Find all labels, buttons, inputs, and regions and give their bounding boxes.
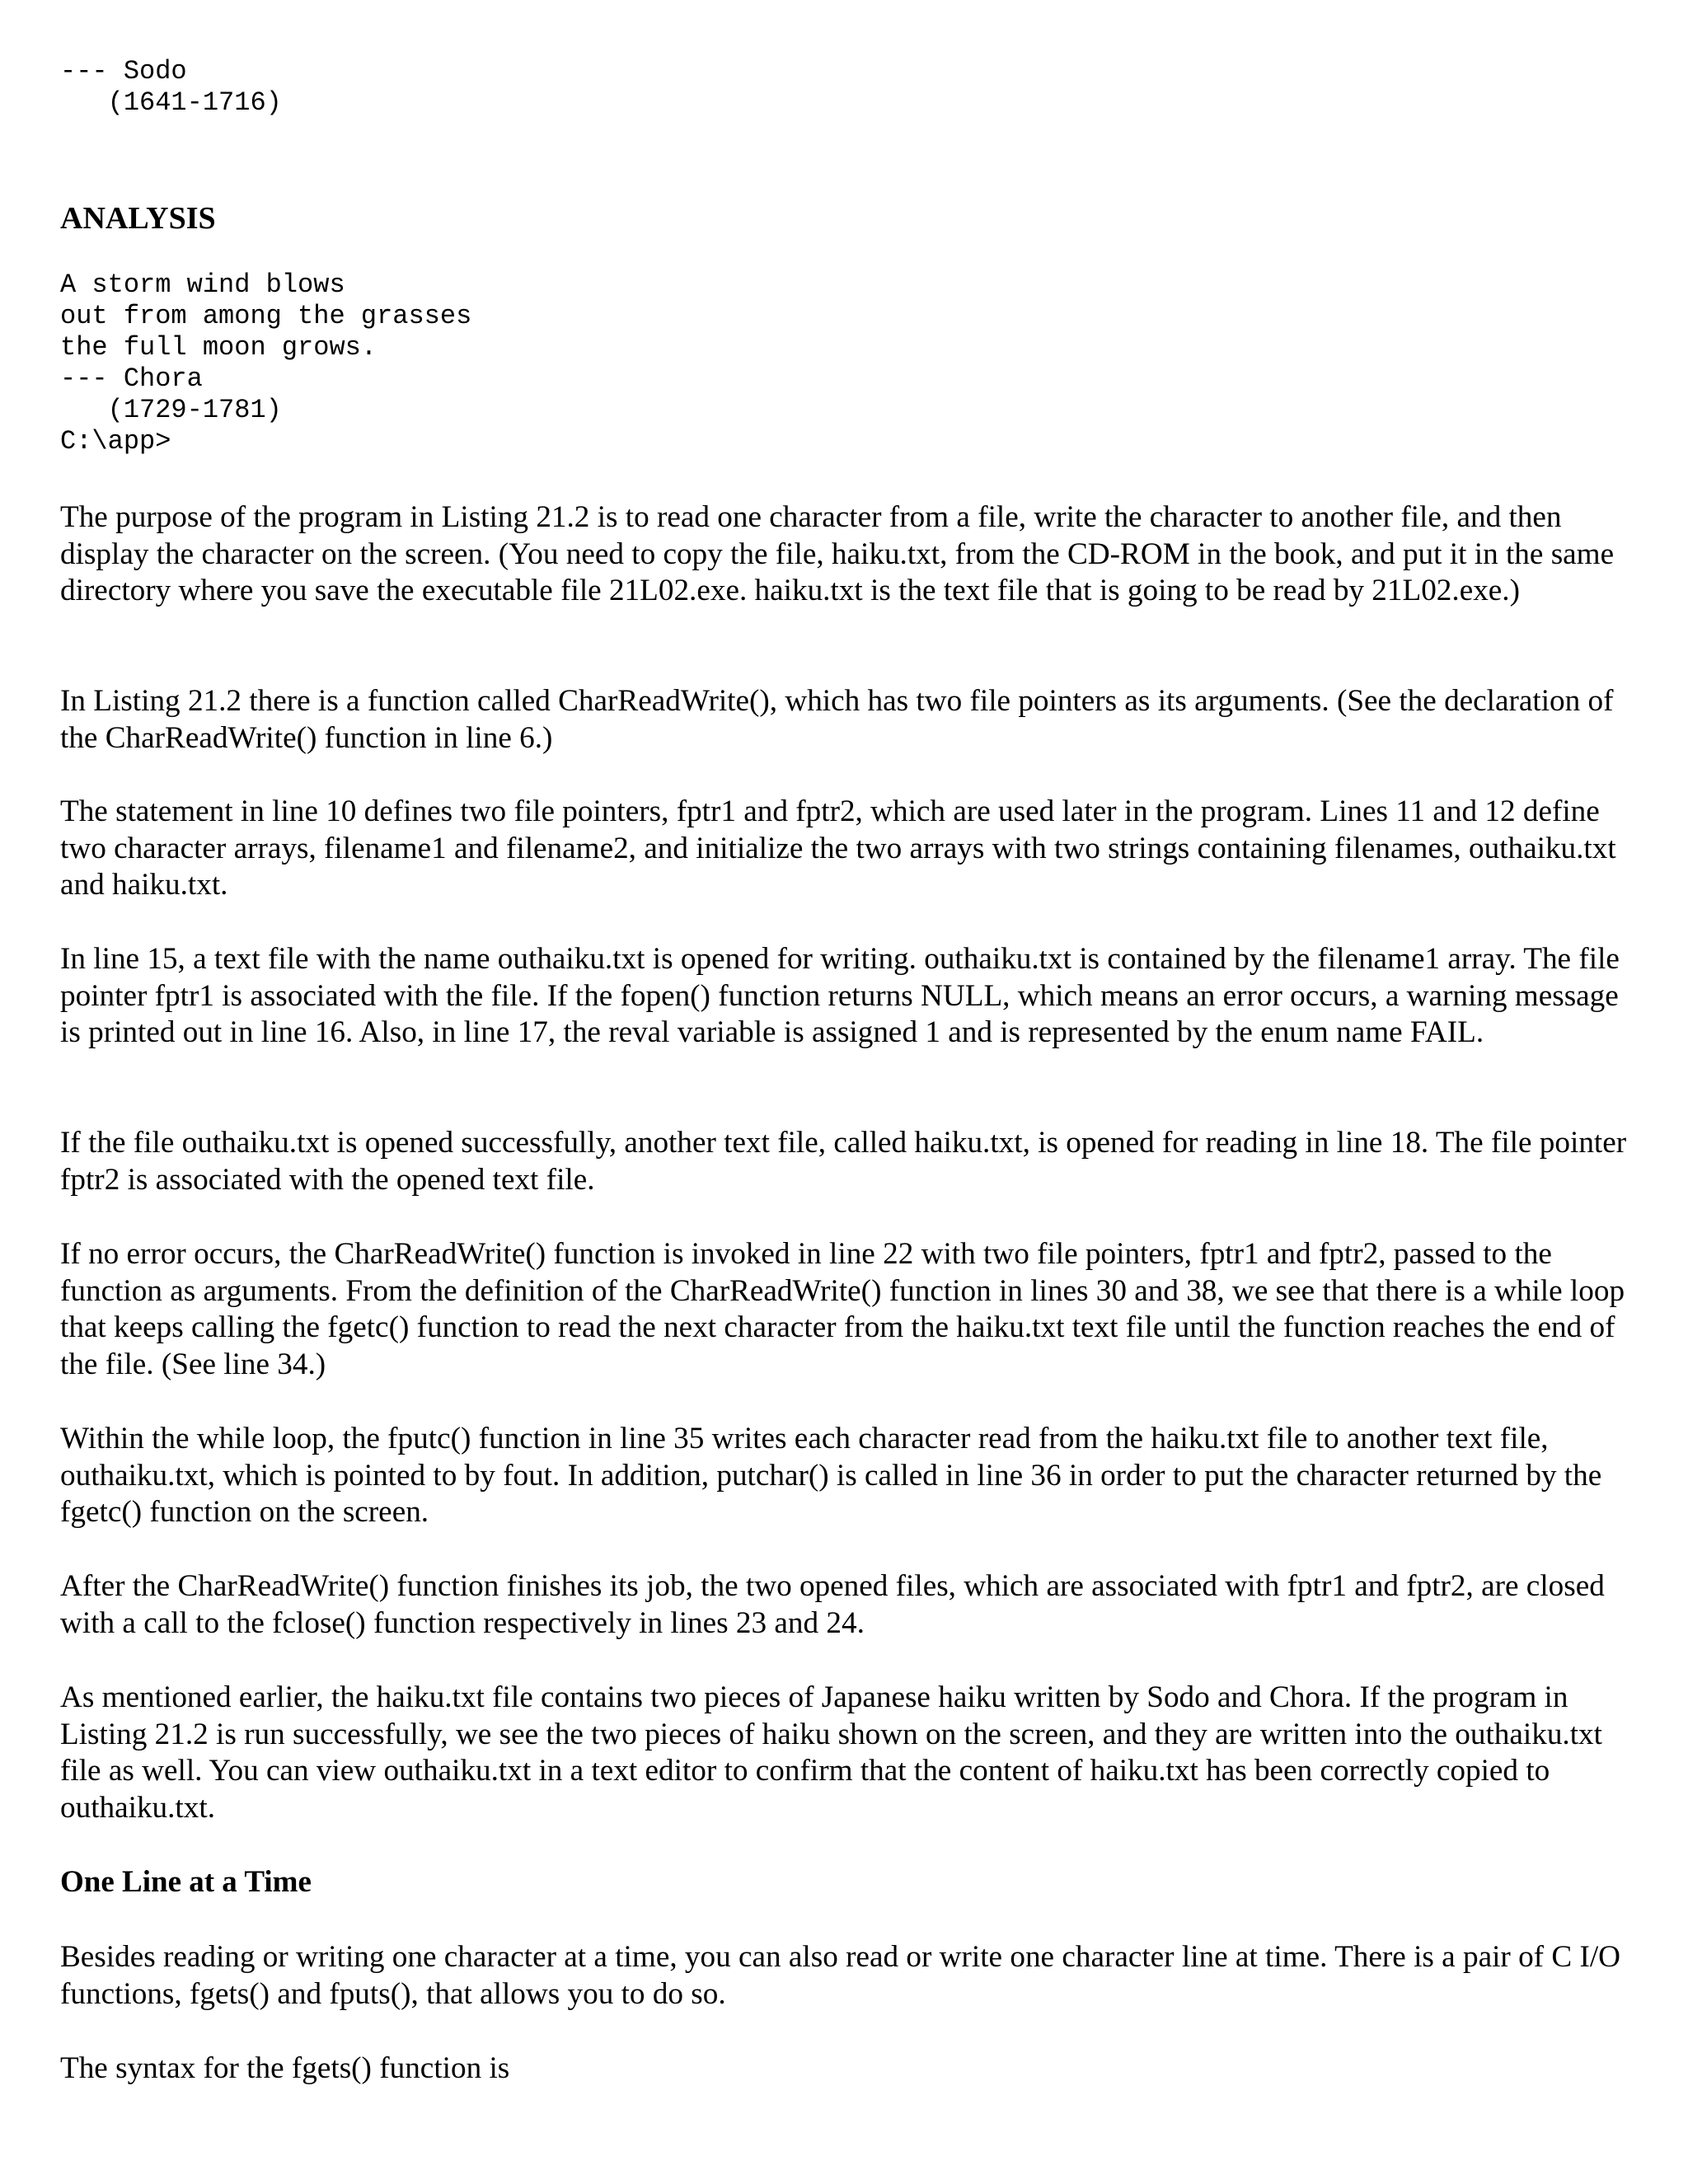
code-line: A storm wind blows (60, 269, 345, 300)
paragraph-purpose: The purpose of the program in Listing 21.2 is to read one character from a file, write the character to another file, and then display the character on the screen. (You need to copy the file, haiku.txt, from the CD-ROM in the book, and put it in the same directory where you save the executable file 21L02.exe. haiku.txt is the text file that is going to be read by 21L02.exe.) (60, 500, 1615, 607)
code-line: (1729-1781) (60, 395, 282, 425)
paragraph-charreadwrite-invoked: If no error occurs, the CharReadWrite() function is invoked in line 22 with two file pointers, fptr1 and fptr2, passed to the function as arguments. From the definition of the CharReadWrite() function in lines 30 and 38, we see that there is a while loop that keeps calling the fgetc() function to read the next character from the haiku.txt text file until the function reaches the end of the file. (See line 34.) (60, 1237, 1625, 1381)
paragraph-fgets-syntax: The syntax for the fgets() function is (60, 2051, 510, 2085)
paragraph-fclose: After the CharReadWrite() function finishes its job, the two opened files, which are associated with fptr1 and fptr2, are closed with a call to the fclose() function respectively in lines 23 and 24. (60, 1569, 1605, 1640)
code-line: out from among the grasses (60, 301, 472, 331)
program-output-block (60, 269, 1634, 457)
code-line: the full moon grows. (60, 332, 377, 363)
code-line: --- Chora (60, 363, 203, 394)
code-line: --- Sodo (60, 56, 187, 87)
paragraph-file-pointers: The statement in line 10 defines two file pointers, fptr1 and fptr2, which are used later in the program. Lines 11 and 12 define two character arrays, filename1 and filename2, and initialize the two arrays with two strings containing filenames, outhaiku.txt and haiku.txt. (60, 794, 1616, 902)
paragraph-open-for-writing: In line 15, a text file with the name outhaiku.txt is opened for writing. outhaiku.txt is contained by the filename1 array. The file pointer fptr1 is associated with the file. If the fopen() function returns NULL, which means an error occurs, a warning message is printed out in line 16. Also, in line 17, the reval variable is assigned 1 and is represented by the enum name FAIL. (60, 942, 1620, 1049)
analysis-heading: ANALYSIS (60, 201, 216, 236)
code-line: (1641-1716) (60, 87, 282, 118)
section-heading: One Line at a Time (60, 1865, 312, 1899)
paragraph-while-loop: Within the while loop, the fputc() function in line 35 writes each character read from the haiku.txt file to another text file, outhaiku.txt, which is pointed to by fout. In addition, putchar() is called in line 36 in order to put the character returned by the fgetc() function on the screen. (60, 1422, 1602, 1529)
haiku-signature-sodo (60, 56, 1634, 119)
paragraph-open-for-reading: If the file outhaiku.txt is opened successfully, another text file, called haiku.txt, is opened for reading in line 18. The file pointer fptr2 is associated with the opened text file. (60, 1126, 1627, 1197)
paragraph-line-io-intro: Besides reading or writing one character at a time, you can also read or write one character line at time. There is a pair of C I/O functions, fgets() and fputs(), that allows you to do so. (60, 1940, 1621, 2011)
code-line: C:\app> (60, 426, 171, 457)
paragraph-haiku-summary: As mentioned earlier, the haiku.txt file contains two pieces of Japanese haiku written by Sodo and Chora. If the program in Listing 21.2 is run successfully, we see the two pieces of haiku shown on the screen, and they are written into the outhaiku.txt file as well. You can view outhaiku.txt in a text editor to confirm that the content of haiku.txt has been correctly copied to outhaiku.txt. (60, 1680, 1602, 1825)
paragraph-function-declaration: In Listing 21.2 there is a function called CharReadWrite(), which has two file pointers as its arguments. (See the declaration of the CharReadWrite() function in line 6.) (60, 684, 1614, 755)
